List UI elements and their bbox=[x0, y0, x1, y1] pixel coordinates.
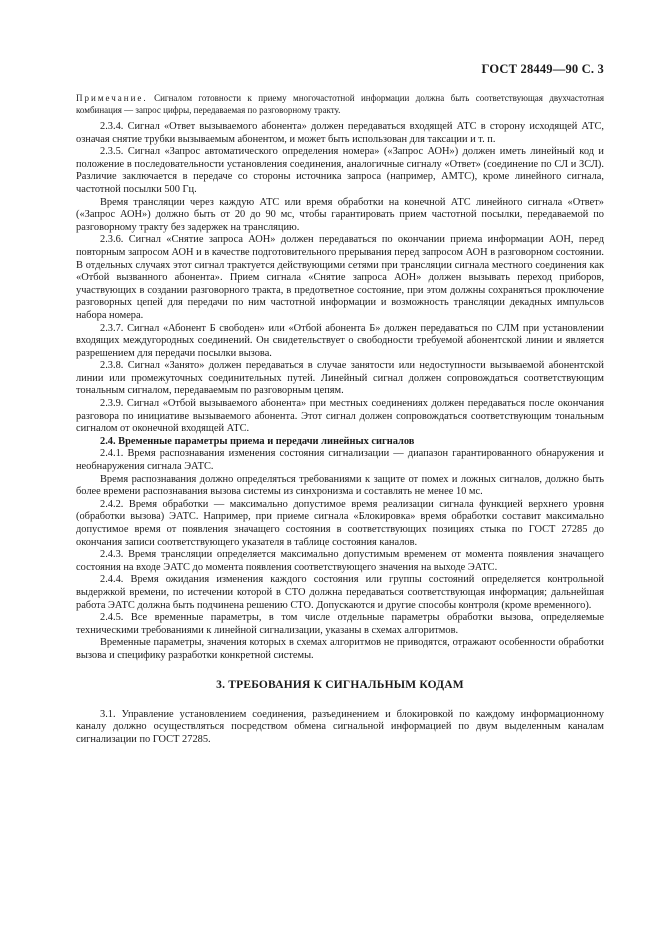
paragraph-2-4-4: 2.4.4. Время ожидания изменения каждого состояния или группы состояний определяется контрольной выдержкой времени, по истечении которой в СТО должна передаваться соответствующая информация; дальнейшая работа ЭАТС должна быть подчинена решению СТО. Допускаются и другие способы контроля (кроме временного). bbox=[76, 574, 604, 611]
note bbox=[76, 92, 604, 116]
page-header: ГОСТ 28449—90 С. 3 bbox=[481, 62, 604, 76]
section-3-heading: 3. ТРЕБОВАНИЯ К СИГНАЛЬНЫМ КОДАМ bbox=[216, 678, 464, 691]
note-label: Примечание. bbox=[76, 93, 148, 103]
paragraph-2-3-6: 2.3.6. Сигнал «Снятие запроса АОН» должен передаваться по окончании приема информации АОН, перед повторным запросом АОН и в качестве подготовительного прерывания перед запросом АОН в разговорном состоянии. В отдельных случаях этот сигнал трактуется действующими сетями при трансляции сигнала местного соединения как «Отбой вызванного абонента». Прием сигнала «Снятие запроса АОН» должен вызывать переход приборов, участвующих в создании разговорного тракта, в предответное состояние, при этом должны сохраняться проключение разговорных цепей для передачи по ним частотной информации и возможность трансляции декадных импульсов набора номера. bbox=[76, 234, 604, 321]
subsection-title: 2.4. Временные параметры приема и передачи линейных сигналов bbox=[100, 435, 415, 447]
paragraph-time-params: Временные параметры, значения которых в схемах алгоритмов не приводятся, отражают особенности обработки вызова и специфику разработки конкретной системы. bbox=[76, 637, 604, 661]
paragraph-2-4-2: 2.4.2. Время обработки — максимально допустимое время реализации сигнала функцией верхнего уровня (обработки вызова) ЭАТС. Например, при приеме сигнала «Блокировка» время обработки составит максимально допустимое время от появления значащего состояния в соответствующих позициях стыка по ГОСТ 27285 до окончания записи соответствующего указателя в таблице состояния каналов. bbox=[76, 498, 604, 548]
paragraph-2-4-5: 2.4.5. Все временные параметры, в том числе отдельные параметры обработки вызова, определяемые техническими требованиями к линейной сигнализации, указаны в схемах алгоритмов. bbox=[76, 612, 604, 636]
paragraph-3-1: 3.1. Управление установлением соединения, разъединением и блокировкой по каждому информационному каналу должно осуществляться посредством обмена сигнальной информацией по двум выделенным каналам сигнализации по ГОСТ 27285. bbox=[76, 708, 604, 745]
paragraph-2-3-9: 2.3.9. Сигнал «Отбой вызываемого абонента» при местных соединениях должен передаваться после окончания разговора по инициативе вызываемого абонента. Этот сигнал должен сопровождаться соответствующим тональным сигналом от оконечной входящей АТС. bbox=[76, 398, 604, 435]
paragraph-2-3-7: 2.3.7. Сигнал «Абонент Б свободен» или «Отбой абонента Б» должен передаваться по СЛМ при установлении входящих междугородных соединений. Он свидетельствует о свободности требуемой абонентской линии и является разрешением для передачи посылки вызова. bbox=[76, 322, 604, 359]
paragraph-2-4-3: 2.4.3. Время трансляции определяется максимально допустимым временем от момента появления значащего состояния на входе ЭАТС до момента появления соответствующего значения на выходе ЭАТС. bbox=[76, 549, 604, 573]
paragraph-recognition-time: Время распознавания должно определяться требованиями к защите от помех и ложных сигналов, должно быть более времени распознавания вызова системы из синхронизма и составлять не менее 10 мс. bbox=[76, 473, 604, 498]
paragraph-2-3-8: 2.3.8. Сигнал «Занято» должен передаваться в случае занятости или недоступности вызываемой абонентской линии или промежуточных соединительных путей. Линейный сигнал должен сопровождаться соответствующим тональным сигналом, передаваемым по разговорным цепям. bbox=[76, 360, 604, 397]
page-content bbox=[76, 92, 604, 746]
note-text: Сигналом готовности к приему многочастотной информации должна быть соответствующая двухчастотная комбинация — запрос цифры, передаваемая по разговорному тракту. bbox=[76, 93, 604, 115]
paragraph-2-3-5: 2.3.5. Сигнал «Запрос автоматического определения номера» («Запрос АОН») должен иметь линейный код и положение в последовательности установления соединения, аналогичные сигналу «Ответ» (соединение по СЛ и ЗСЛ). Различие заключается в передаче со стороны источника запроса (например, АМТС), кроме линейного сигнала, частотной посылки 500 Гц. bbox=[76, 146, 604, 195]
paragraph-translation-time: Время трансляции через каждую АТС или время обработки на конечной АТС линейного сигнала «Ответ» («Запрос АОН») должно быть от 20 до 90 мс, чтобы гарантировать прием частотной посылки, передаваемой по разговорному тракту без задержек на трансляцию. bbox=[76, 196, 604, 233]
paragraph-2-4-1: 2.4.1. Время распознавания изменения состояния сигнализации — диапазон гарантированного обнаружения и необнаружения сигнала ЭАТС. bbox=[76, 448, 604, 473]
subsection-heading-2-4 bbox=[76, 436, 604, 449]
paragraph-2-3-4: 2.3.4. Сигнал «Ответ вызываемого абонента» должен передаваться входящей АТС в сторону исходящей АТС, означая снятие трубки вызываемым абонентом, и может быть использован для таксации и т. п. bbox=[76, 121, 604, 145]
